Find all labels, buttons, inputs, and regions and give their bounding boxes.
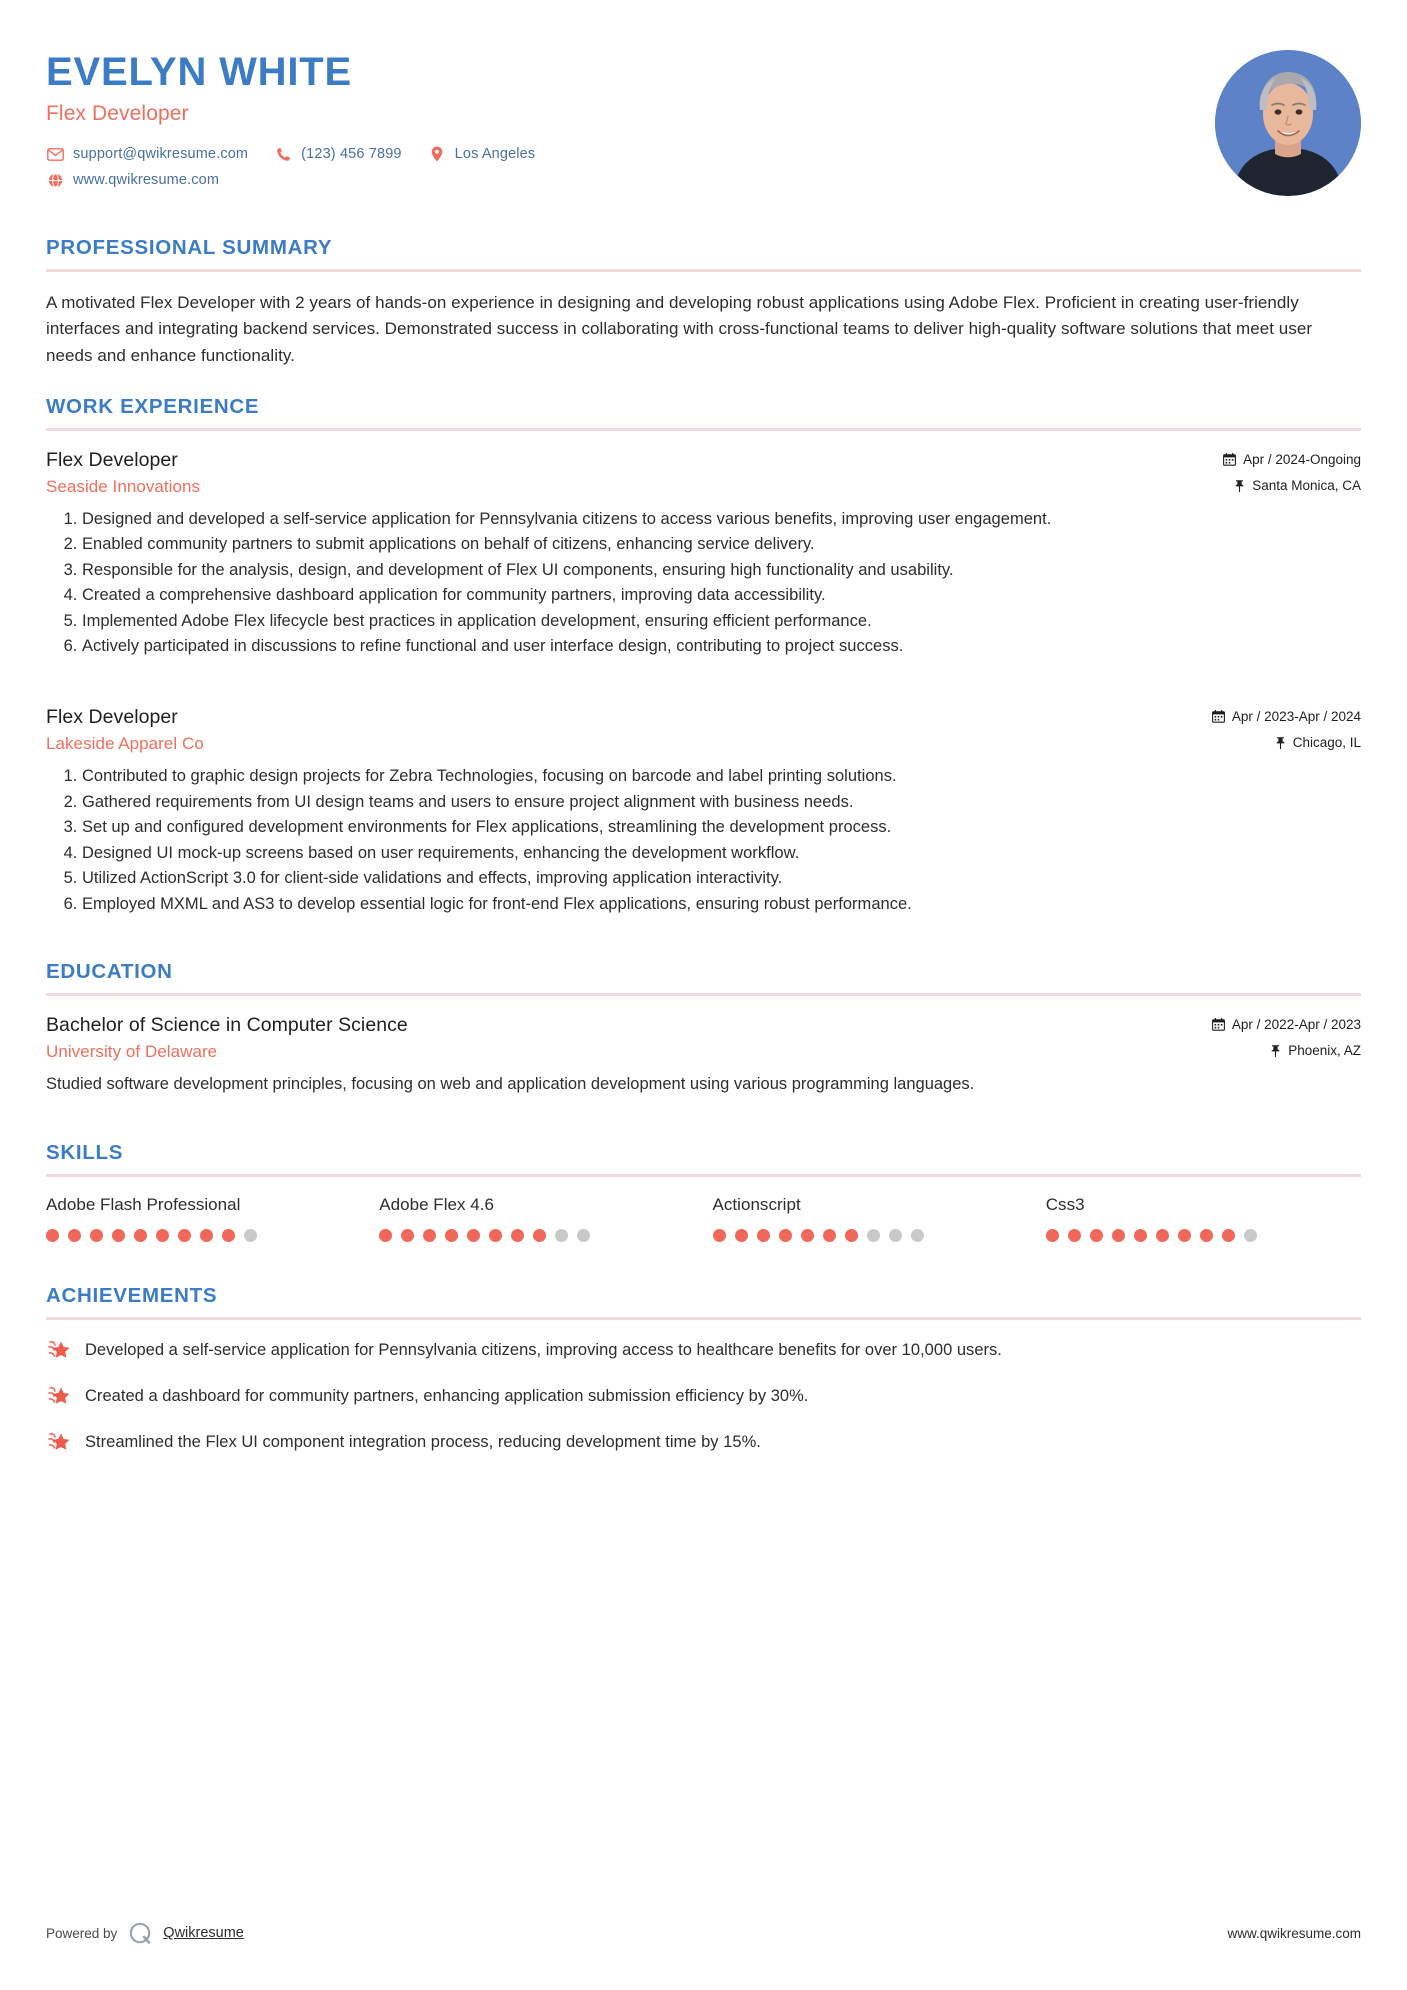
phone-icon: [274, 146, 292, 162]
skills-grid: [46, 1195, 1361, 1242]
skill-dot-empty: [889, 1229, 902, 1242]
work-entry-subheader: [46, 477, 1361, 497]
section-title-education: EDUCATION: [46, 959, 173, 983]
education-degree: Bachelor of Science in Computer Science: [46, 1013, 408, 1036]
skill-dot-empty: [555, 1229, 568, 1242]
page-footer: [46, 1920, 1361, 1946]
skill-dot-filled: [757, 1229, 770, 1242]
qwikresume-logo-icon: [127, 1920, 153, 1946]
skill-dot-filled: [445, 1229, 458, 1242]
skill-dot-filled: [401, 1229, 414, 1242]
skill-dot-filled: [1222, 1229, 1235, 1242]
skill-dot-filled: [423, 1229, 436, 1242]
skill-dot-empty: [911, 1229, 924, 1242]
skill-label: Css3: [1045, 1194, 1085, 1214]
job-title: Flex Developer: [46, 102, 189, 125]
skill-dot-filled: [801, 1229, 814, 1242]
brand-name-link[interactable]: Qwikresume: [163, 1925, 244, 1941]
skill-dot-filled: [90, 1229, 103, 1242]
skill-dot-filled: [533, 1229, 546, 1242]
education-school: University of Delaware: [46, 1041, 218, 1061]
list-item: 5. Implemented Adobe Flex lifecycle best practices in application development, ensuring efficient performance.: [82, 609, 1361, 633]
work-entry-bullets: [46, 764, 1361, 915]
work-entry-location-text: Santa Monica, CA: [1252, 478, 1361, 494]
skill-dot-filled: [200, 1229, 213, 1242]
section-education: [46, 960, 1361, 1097]
contact-block: [46, 146, 1361, 188]
skill-dot-filled: [489, 1229, 502, 1242]
contact-location: [428, 146, 536, 162]
work-entry-date-text: Apr / 2024-Ongoing: [1243, 452, 1361, 468]
work-entry-company: Lakeside Apparel Co: [46, 734, 204, 754]
list-item: 3. Set up and configured development environments for Flex applications, streamlining the development process.: [82, 815, 1361, 839]
work-entry-date: [1223, 452, 1361, 467]
globe-icon: [46, 172, 64, 188]
achievement-item: [46, 1384, 1361, 1410]
skill-item: [46, 1195, 361, 1242]
resume-header: [46, 50, 1361, 210]
work-entry-header: [46, 706, 1361, 729]
skill-dot-filled: [467, 1229, 480, 1242]
achievement-text: Created a dashboard for community partners, enhancing application submission efficiency by 30%.: [85, 1386, 809, 1405]
skill-dot-filled: [68, 1229, 81, 1242]
footer-branding: [46, 1920, 244, 1946]
skill-rating: [713, 1229, 1028, 1242]
section-skills: [46, 1141, 1361, 1242]
summary-text: A motivated Flex Developer with 2 years of hands-on experience in designing and developing robust applications using Adobe Flex. Proficient in creating user-friendly interfaces and integrating backend services. Demonstrated success in collaborating with cross-functional teams to deliver high-quality software solutions that meet user needs and enhance functionality.: [46, 293, 1313, 365]
list-item: 1. Designed and developed a self-service application for Pennsylvania citizens to access various benefits, improving user engagement.: [82, 507, 1361, 531]
list-item: 2. Gathered requirements from UI design teams and users to ensure project alignment with business needs.: [82, 790, 1361, 814]
map-pin-icon: [1270, 1044, 1281, 1057]
work-entry-location-text: Chicago, IL: [1292, 735, 1361, 751]
achievement-text: Streamlined the Flex UI component integration process, reducing development time by 15%.: [85, 1432, 761, 1451]
contact-email-text: support@qwikresume.com: [73, 146, 249, 162]
list-item: 5. Utilized ActionScript 3.0 for client-side validations and effects, improving application interactivity.: [82, 866, 1361, 890]
skill-dot-filled: [379, 1229, 392, 1242]
skill-item: [713, 1195, 1028, 1242]
work-entry-date: [1212, 709, 1361, 724]
skill-label: Adobe Flash Professional: [46, 1194, 241, 1214]
calendar-icon: [1212, 710, 1225, 723]
skill-dot-filled: [735, 1229, 748, 1242]
skill-dot-filled: [1200, 1229, 1213, 1242]
section-title-work: WORK EXPERIENCE: [46, 395, 260, 419]
skill-item: [1046, 1195, 1361, 1242]
envelope-icon: [46, 146, 64, 162]
skill-label: Adobe Flex 4.6: [379, 1194, 495, 1214]
skill-dot-filled: [845, 1229, 858, 1242]
work-entry-header: [46, 449, 1361, 472]
skill-dot-empty: [244, 1229, 257, 1242]
education-location-text: Phoenix, AZ: [1288, 1042, 1361, 1058]
section-title-skills: SKILLS: [46, 1140, 124, 1164]
list-item: 6. Actively participated in discussions to refine functional and user interface design, contributing to project success.: [82, 634, 1361, 658]
list-item: 4. Designed UI mock-up screens based on user requirements, enhancing the development workflow.: [82, 841, 1361, 865]
section-achievements: [46, 1284, 1361, 1456]
work-entry-subheader: [46, 734, 1361, 754]
skill-dot-empty: [577, 1229, 590, 1242]
achievement-text: Developed a self-service application for Pennsylvania citizens, improving access to healthcare benefits for over 10,000 users.: [85, 1340, 1002, 1359]
contact-row-website: [46, 172, 1361, 188]
education-date: [1212, 1017, 1361, 1032]
skill-dot-empty: [1244, 1229, 1257, 1242]
map-pin-icon: [1234, 479, 1245, 492]
section-divider: [46, 993, 1361, 996]
work-entry: [46, 449, 1361, 658]
education-entry-subheader: [46, 1042, 1361, 1062]
work-entry-location: [1234, 478, 1361, 493]
page-title: EVELYN WHITE: [46, 50, 352, 94]
section-divider: [46, 269, 1361, 272]
list-item: 4. Created a comprehensive dashboard application for community partners, improving data accessibility.: [82, 583, 1361, 607]
calendar-icon: [1223, 453, 1236, 466]
contact-website[interactable]: [46, 172, 219, 188]
section-divider: [46, 1174, 1361, 1177]
skill-dot-filled: [511, 1229, 524, 1242]
map-pin-icon: [1275, 736, 1286, 749]
work-entry-bullets: [46, 507, 1361, 658]
contact-email[interactable]: [46, 146, 248, 162]
section-title-achievements: ACHIEVEMENTS: [46, 1283, 218, 1307]
contact-row-primary: [46, 146, 1361, 162]
skill-item: [379, 1195, 694, 1242]
skill-label: Actionscript: [712, 1194, 801, 1214]
skill-dot-filled: [178, 1229, 191, 1242]
work-entry-company: Seaside Innovations: [46, 477, 201, 497]
education-location: [1270, 1043, 1361, 1058]
skill-dot-filled: [1178, 1229, 1191, 1242]
contact-location-text: Los Angeles: [454, 146, 536, 162]
work-entry-date-text: Apr / 2023-Apr / 2024: [1231, 709, 1361, 725]
list-item: 3. Responsible for the analysis, design, and development of Flex UI components, ensuring high functionality and usability.: [82, 558, 1361, 582]
skill-dot-filled: [112, 1229, 125, 1242]
education-entry-header: [46, 1014, 1361, 1037]
education-entry: [46, 1014, 1361, 1097]
skill-dot-filled: [46, 1229, 59, 1242]
skill-dot-filled: [1112, 1229, 1125, 1242]
education-description: Studied software development principles, focusing on web and application development using various programming languages.: [46, 1074, 975, 1093]
section-professional-summary: [46, 236, 1361, 369]
avatar: [1215, 50, 1361, 196]
list-item: 6. Employed MXML and AS3 to develop essential logic for front-end Flex applications, ensuring robust performance.: [82, 892, 1361, 916]
work-entry-title: Flex Developer: [46, 449, 178, 472]
star-badge-icon: [46, 1384, 72, 1410]
contact-phone[interactable]: [274, 146, 401, 162]
skill-dot-filled: [134, 1229, 147, 1242]
list-item: 2. Enabled community partners to submit applications on behalf of citizens, enhancing service delivery.: [82, 532, 1361, 556]
work-entry-location: [1275, 735, 1361, 750]
skill-rating: [379, 1229, 694, 1242]
star-badge-icon: [46, 1338, 72, 1364]
location-pin-icon: [428, 146, 446, 162]
skill-dot-filled: [1046, 1229, 1059, 1242]
contact-website-text: www.qwikresume.com: [73, 172, 220, 188]
skill-dot-empty: [867, 1229, 880, 1242]
section-divider: [46, 428, 1361, 431]
section-divider: [46, 1317, 1361, 1320]
entry-spacer: [46, 664, 1361, 706]
powered-by-label: Powered by: [46, 1925, 118, 1941]
skill-dot-filled: [823, 1229, 836, 1242]
achievement-item: [46, 1430, 1361, 1456]
achievement-item: [46, 1338, 1361, 1364]
footer-url[interactable]: www.qwikresume.com: [1227, 1925, 1361, 1941]
work-entry-title: Flex Developer: [46, 706, 178, 729]
skill-dot-filled: [779, 1229, 792, 1242]
education-date-text: Apr / 2022-Apr / 2023: [1231, 1016, 1361, 1032]
skill-dot-filled: [1068, 1229, 1081, 1242]
skill-dot-filled: [1134, 1229, 1147, 1242]
section-title-summary: PROFESSIONAL SUMMARY: [46, 236, 333, 259]
star-badge-icon: [46, 1430, 72, 1456]
skill-rating: [1046, 1229, 1361, 1242]
work-entry: [46, 706, 1361, 915]
skill-dot-filled: [1156, 1229, 1169, 1242]
list-item: 1. Contributed to graphic design projects for Zebra Technologies, focusing on barcode and label printing solutions.: [82, 764, 1361, 788]
skill-rating: [46, 1229, 361, 1242]
skill-dot-filled: [156, 1229, 169, 1242]
skill-dot-filled: [222, 1229, 235, 1242]
contact-phone-text: (123) 456 7899: [301, 146, 402, 162]
skill-dot-filled: [1090, 1229, 1103, 1242]
calendar-icon: [1212, 1018, 1225, 1031]
section-work-experience: [46, 395, 1361, 916]
skill-dot-filled: [713, 1229, 726, 1242]
